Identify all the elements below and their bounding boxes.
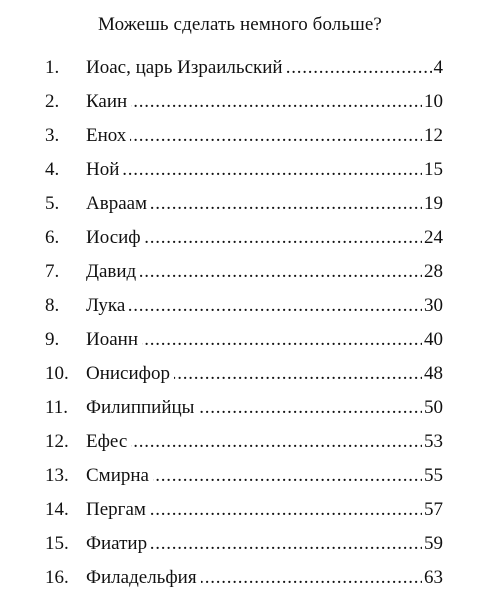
toc-entry-number: 3.: [45, 125, 60, 146]
toc-entry[interactable]: [0, 292, 480, 326]
toc-entry[interactable]: [0, 54, 480, 88]
toc-entry-body: [86, 564, 443, 592]
toc-entry-body: [86, 224, 443, 252]
toc-entry-page: 50: [424, 397, 443, 418]
toc-entry-body: [86, 88, 443, 116]
toc-entry-number: 12.: [45, 431, 69, 452]
toc-entry-title: Ефес: [86, 431, 128, 452]
toc-entry-title: Давид: [86, 261, 137, 282]
toc-entry-body: [86, 122, 443, 150]
toc-entry-page: 40: [424, 329, 443, 350]
toc-entry[interactable]: [0, 564, 480, 598]
toc-entry[interactable]: [0, 530, 480, 564]
toc-entry[interactable]: [0, 122, 480, 156]
toc-entry-title: Иоанн: [86, 329, 138, 350]
toc-entry-body: [86, 428, 443, 456]
dot-leader: [140, 258, 422, 286]
toc-entry-title: Ной: [86, 159, 120, 180]
toc-entry[interactable]: [0, 190, 480, 224]
toc-entry-body: [86, 360, 443, 388]
toc-entry-number: 13.: [45, 465, 69, 486]
toc-entry-page: 59: [424, 533, 443, 554]
dot-leader: [151, 190, 422, 218]
toc-entry-page: 19: [424, 193, 443, 214]
toc-entry-title: Фиатир: [86, 533, 148, 554]
toc-entry-body: [86, 258, 443, 286]
toc-entry-title: Енох: [86, 125, 127, 146]
toc-entry-page: 15: [424, 159, 443, 180]
toc-entry[interactable]: [0, 496, 480, 530]
page-title: Можешь сделать немного больше?: [98, 14, 382, 35]
toc-entry-body: [86, 54, 443, 82]
dot-leader: [131, 428, 422, 456]
toc-entry-number: 5.: [45, 193, 60, 214]
toc-entry-title: Лука: [86, 295, 126, 316]
table-of-contents: [0, 54, 480, 598]
toc-entry-number: 9.: [45, 329, 60, 350]
dot-leader: [145, 224, 422, 252]
toc-entry-number: 2.: [45, 91, 60, 112]
toc-entry-page: 12: [424, 125, 443, 146]
toc-entry-number: 6.: [45, 227, 60, 248]
toc-entry-page: 4: [433, 57, 443, 78]
toc-entry-title: Пергам: [86, 499, 146, 520]
toc-entry[interactable]: [0, 428, 480, 462]
dot-leader: [201, 564, 422, 592]
toc-entry-number: 8.: [45, 295, 60, 316]
toc-entry-page: 53: [424, 431, 443, 452]
dot-leader: [198, 394, 422, 422]
toc-entry[interactable]: [0, 394, 480, 428]
toc-entry-page: 48: [424, 363, 443, 384]
toc-entry-number: 16.: [45, 567, 69, 588]
toc-entry[interactable]: [0, 224, 480, 258]
toc-entry[interactable]: [0, 360, 480, 394]
toc-entry-page: 10: [424, 91, 443, 112]
dot-leader: [131, 88, 422, 116]
toc-entry-page: 55: [424, 465, 443, 486]
toc-entry-title: Иоас, царь Израильский: [86, 57, 283, 78]
toc-entry[interactable]: [0, 326, 480, 360]
toc-entry-number: 14.: [45, 499, 69, 520]
toc-entry-body: [86, 462, 443, 490]
dot-leader: [150, 496, 422, 524]
toc-entry-number: 1.: [45, 57, 60, 78]
toc-entry-body: [86, 156, 443, 184]
toc-entry[interactable]: [0, 156, 480, 190]
toc-entry-body: [86, 326, 443, 354]
toc-entry-body: [86, 496, 443, 524]
toc-entry-body: [86, 190, 443, 218]
dot-leader: [142, 326, 422, 354]
dot-leader: [287, 54, 432, 82]
toc-entry-page: 63: [424, 567, 443, 588]
toc-entry-body: [86, 530, 443, 558]
toc-entry-number: 4.: [45, 159, 60, 180]
toc-entry-title: Каин: [86, 91, 128, 112]
dot-leader: [174, 360, 422, 388]
toc-entry-title: Иосиф: [86, 227, 141, 248]
toc-entry-title: Смирна: [86, 465, 149, 486]
toc-entry[interactable]: [0, 258, 480, 292]
toc-entry-number: 11.: [45, 397, 69, 418]
toc-entry-number: 15.: [45, 533, 69, 554]
toc-entry-page: 57: [424, 499, 443, 520]
dot-leader: [151, 530, 422, 558]
dot-leader: [130, 122, 422, 150]
toc-entry-body: [86, 292, 443, 320]
toc-entry-page: 24: [424, 227, 443, 248]
toc-entry-page: 28: [424, 261, 443, 282]
toc-entry-body: [86, 394, 443, 422]
dot-leader: [153, 462, 422, 490]
dot-leader: [123, 156, 422, 184]
toc-entry-title: Филиппийцы: [86, 397, 195, 418]
dot-leader: [129, 292, 422, 320]
toc-entry-title: Авраам: [86, 193, 148, 214]
toc-entry-page: 30: [424, 295, 443, 316]
toc-entry-title: Онисифор: [86, 363, 170, 384]
toc-entry[interactable]: [0, 462, 480, 496]
toc-entry-number: 10.: [45, 363, 69, 384]
toc-entry-title: Филадельфия: [86, 567, 197, 588]
toc-entry[interactable]: [0, 88, 480, 122]
toc-entry-number: 7.: [45, 261, 60, 282]
